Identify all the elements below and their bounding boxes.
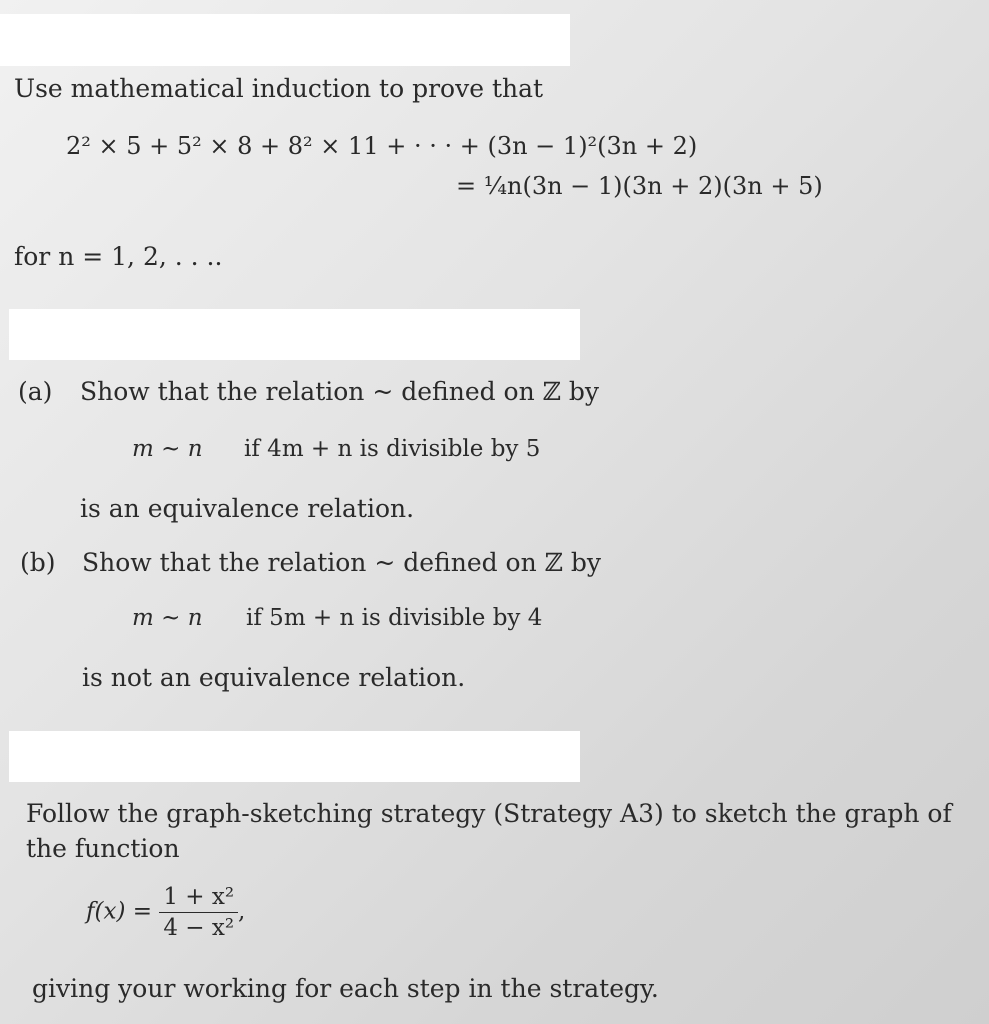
q1-lhs-text: 2² × 5 + 5² × 8 + 8² × 11 + · · · + (3n − 1)²(3n + 2) <box>66 132 698 160</box>
q2a-condition: if 4m + n is divisible by 5 <box>244 436 541 462</box>
q2b-conclusion: is not an equivalence relation. <box>82 663 466 692</box>
q2a-conclusion: is an equivalence relation. <box>80 494 415 523</box>
q2b-label: (b) <box>20 548 56 577</box>
q2b-statement: Show that the relation ~ defined on ℤ by <box>82 548 601 577</box>
q3-fraction <box>159 884 238 941</box>
q3-denominator: 4 − x² <box>163 915 235 941</box>
q1-sum-rhs <box>456 172 823 200</box>
q2a-label: (a) <box>18 377 53 406</box>
q2a-relation: m ~ n <box>132 436 203 462</box>
redaction-bar-1 <box>0 14 570 66</box>
q1-sum-lhs <box>66 132 697 160</box>
redaction-bar-2 <box>9 309 580 360</box>
q3-numerator: 1 + x² <box>159 884 238 913</box>
q3-function <box>86 884 245 941</box>
redaction-bar-3 <box>9 731 580 782</box>
q3-f-tail: , <box>238 898 246 925</box>
q2b-relation: m ~ n <box>132 605 203 631</box>
q3-f-lhs: f(x) = <box>86 898 153 925</box>
q3-line3: giving your working for each step in the strategy. <box>32 974 659 1003</box>
q3-line1: Follow the graph-sketching strategy (Strategy A3) to sketch the graph of <box>26 799 952 828</box>
q1-intro: Use mathematical induction to prove that <box>14 74 544 103</box>
q1-rhs-text: = ¼n(3n − 1)(3n + 2)(3n + 5) <box>456 172 823 200</box>
q3-line2: the function <box>26 834 180 863</box>
q1-range: for n = 1, 2, . . .. <box>14 242 223 271</box>
q2b-condition: if 5m + n is divisible by 4 <box>246 605 543 631</box>
q2a-statement: Show that the relation ~ defined on ℤ by <box>80 377 599 406</box>
